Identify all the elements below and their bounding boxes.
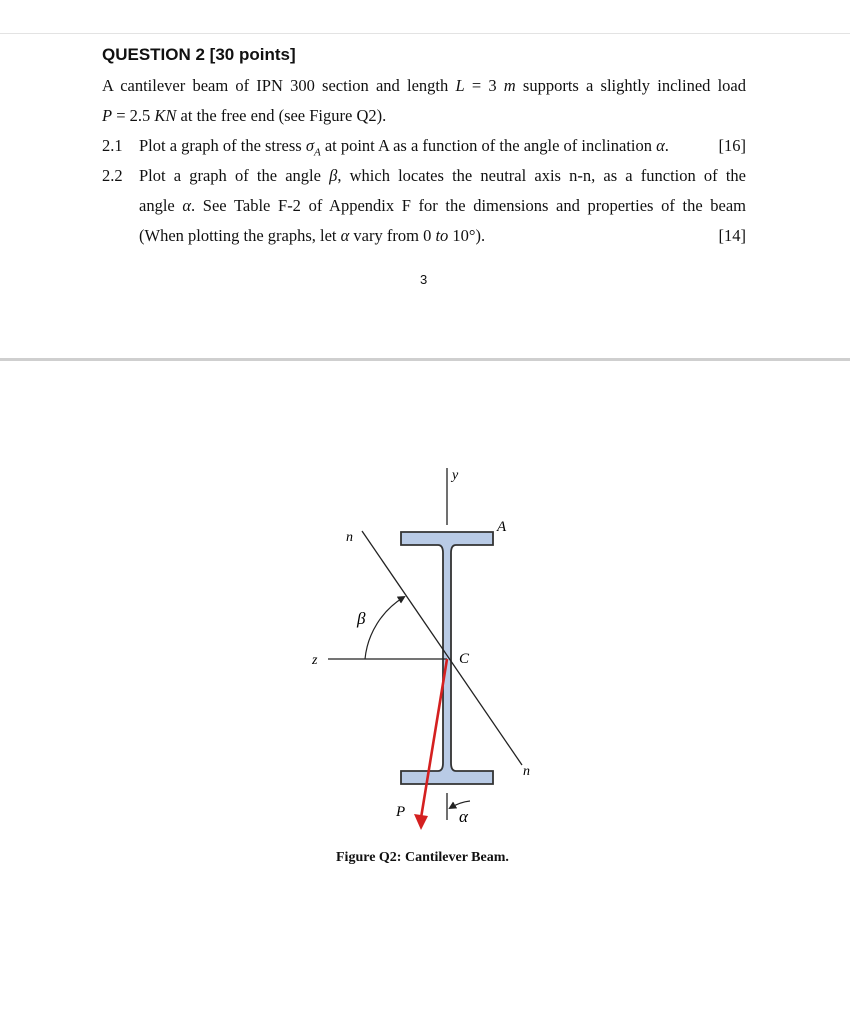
intro-line-1: A cantilever beam of IPN 300 section and length L = 3 m supports a slightly inclined load — [102, 76, 746, 95]
page-number: 3 — [420, 272, 428, 287]
beta-arc — [365, 597, 404, 659]
item-2-2-line-1: Plot a graph of the angle β, which locates the neutral axis n-n, as a function of the — [139, 166, 746, 185]
item-2-2-marks: [14] — [718, 226, 746, 245]
label-A: A — [497, 519, 507, 535]
item-number-2-2: 2.2 — [102, 166, 123, 185]
item-2-2-line-3: (When plotting the graphs, let α vary from 0 to 10°). — [139, 226, 486, 245]
load-arrow-head — [414, 814, 428, 830]
i-beam-section — [401, 532, 493, 784]
item-number-2-1: 2.1 — [102, 136, 123, 155]
item-2-1-marks: [16] — [718, 136, 746, 155]
label-n-top: n — [346, 530, 353, 545]
label-alpha: α — [459, 807, 468, 826]
label-beta: β — [357, 609, 366, 628]
label-C: C — [459, 651, 470, 667]
question-heading: QUESTION 2 [30 points] — [102, 45, 296, 64]
item-2-2-line-2: angle α. See Table F-2 of Appendix F for the dimensions and properties of the beam — [139, 196, 747, 215]
label-z: z — [312, 653, 318, 668]
item-2-1-text: Plot a graph of the stress $\sigma_A$ at point A as a function of the angle of inclination α. — [139, 136, 669, 159]
neutral-axis-line — [362, 531, 522, 765]
label-P: P — [396, 804, 406, 820]
label-n-bottom: n — [523, 764, 530, 779]
label-y: y — [452, 468, 459, 483]
intro-line-2: P = 2.5 KN at the free end (see Figure Q2). — [102, 106, 387, 125]
figure-caption: Figure Q2: Cantilever Beam. — [336, 850, 509, 865]
